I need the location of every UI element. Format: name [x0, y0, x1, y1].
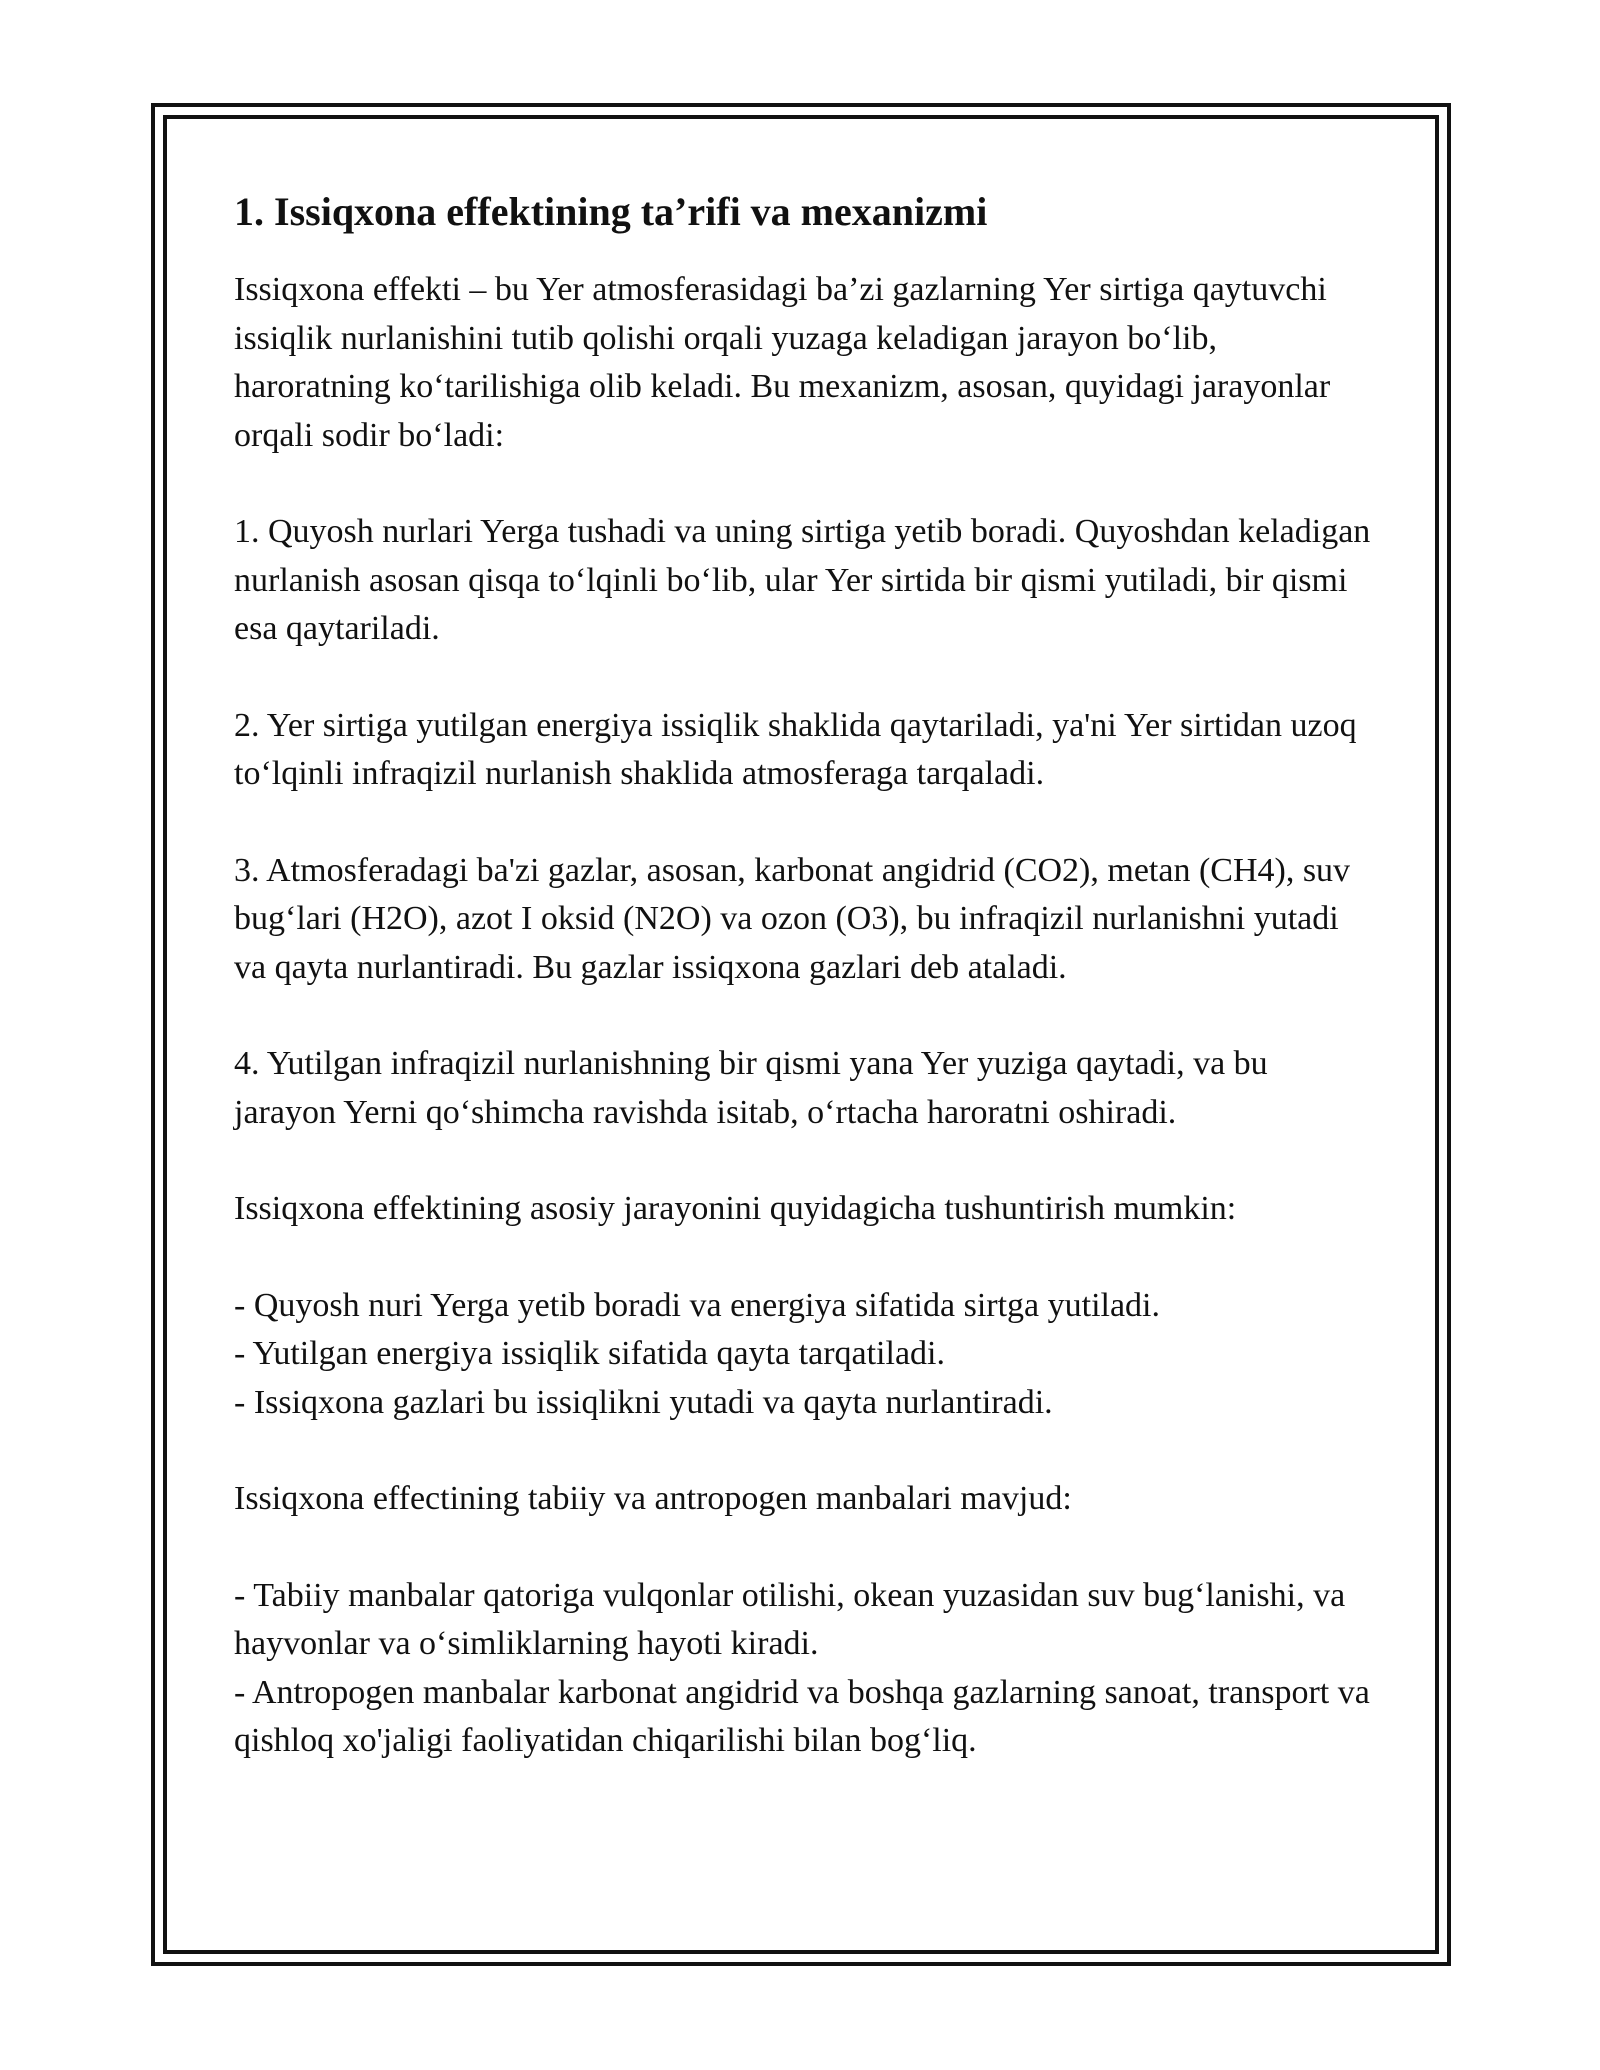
- document-body: [234, 186, 1374, 1814]
- process-list-item: - Quyosh nuri Yerga yetib boradi va energiya sifatida sirtga yutiladi.: [234, 1286, 1161, 1324]
- step-3-paragraph: 3. Atmosferadagi ba'zi gazlar, asosan, karbonat angidrid (CO2), metan (CH4), suv bug‘lari (H2O), azot I oksid (N2O) va ozon (O3), bu infraqizil nurlanishni yutadi va qayta nurlantiradi. Bu gazlar issiqxona gazlari deb ataladi.: [234, 851, 1351, 986]
- step-1-paragraph: 1. Quyosh nurlari Yerga tushadi va uning sirtiga yetib boradi. Quyoshdan keladigan nurlanish asosan qisqa to‘lqinli bo‘lib, ular Yer sirtida bir qismi yutiladi, bir qismi esa qaytariladi.: [234, 513, 1371, 647]
- section-heading: 1. Issiqxona effektining ta’rifi va mexanizmi: [234, 189, 988, 234]
- sources-list-item: - Antropogen manbalar karbonat angidrid va boshqa gazlarning sanoat, transport va qishloq xo'jaligi faoliyatidan chiqarilishi bilan bog‘liq.: [234, 1673, 1370, 1759]
- step-4-paragraph: 4. Yutilgan infraqizil nurlanishning bir qismi yana Yer yuziga qaytadi, va bu jarayon Yerni qo‘shimcha ravishda isitab, o‘rtacha haroratni oshiradi.: [234, 1045, 1268, 1131]
- sources-intro-paragraph: Issiqxona effectining tabiiy va antropogen manbalari mavjud:: [234, 1480, 1072, 1517]
- sources-list: [234, 1572, 1374, 1766]
- sources-list-item: - Tabiiy manbalar qatoriga vulqonlar otilishi, okean yuzasidan suv bug‘lanishi, va hayvonlar va o‘simliklarning hayoti kiradi.: [234, 1576, 1346, 1662]
- process-list: [234, 1282, 1374, 1428]
- process-list-item: - Yutilgan energiya issiqlik sifatida qayta tarqatiladi.: [234, 1335, 945, 1372]
- intro-paragraph: Issiqxona effekti – bu Yer atmosferasidagi ba’zi gazlarning Yer sirtiga qaytuvchi issiqlik nurlanishini tutib qolishi orqali yuzaga keladigan jarayon bo‘lib, haroratning ko‘tarilishiga olib keladi. Bu mexanizm, asosan, quyidagi jarayonlar orqali sodir bo‘ladi:: [234, 271, 1331, 454]
- process-list-item: - Issiqxona gazlari bu issiqlikni yutadi va qayta nurlantiradi.: [234, 1383, 1053, 1421]
- process-intro-paragraph: Issiqxona effektining asosiy jarayonini quyidagicha tushuntirish mumkin:: [234, 1190, 1237, 1227]
- step-2-paragraph: 2. Yer sirtiga yutilgan energiya issiqlik shaklida qaytariladi, ya'ni Yer sirtidan uzoq to‘lqinli infraqizil nurlanish shaklida atmosferaga tarqaladi.: [234, 706, 1357, 792]
